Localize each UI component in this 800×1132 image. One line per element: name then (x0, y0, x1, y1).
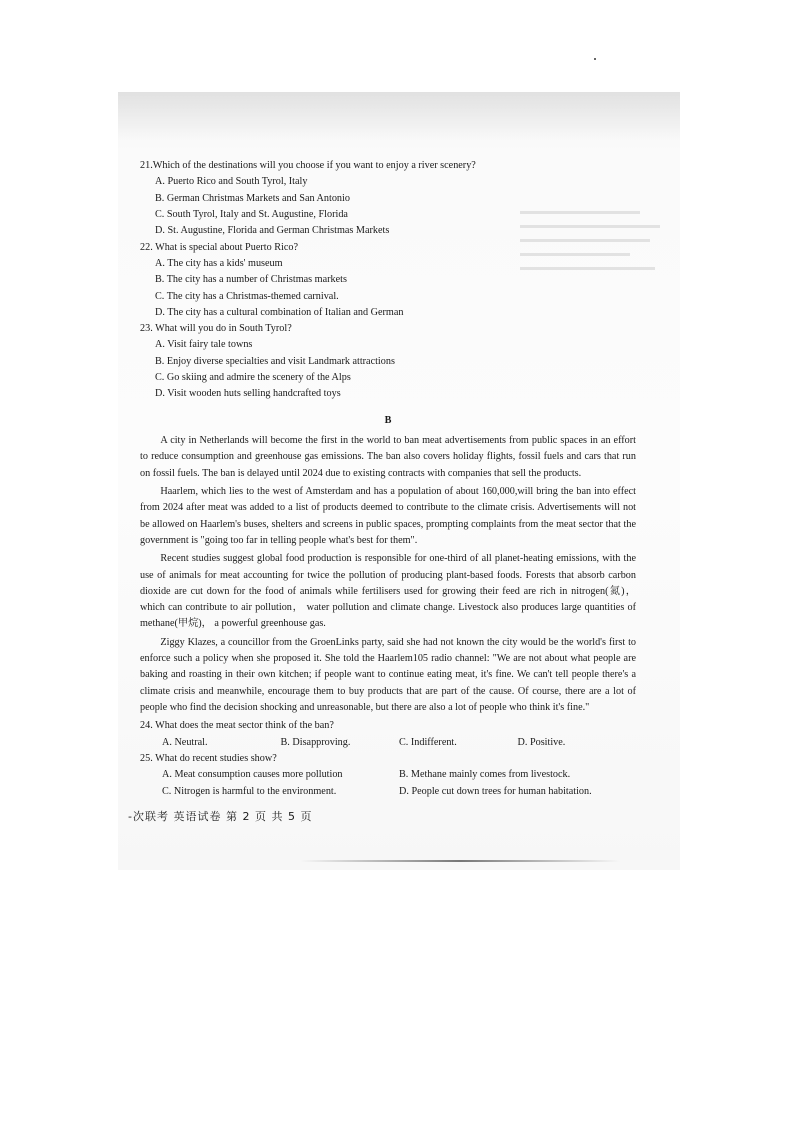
question-text: 24. What does the meat sector think of the ban? (140, 720, 334, 732)
question-21 (140, 158, 636, 240)
option-b: B. The city has a number of Christmas markets (155, 274, 347, 286)
exam-content (140, 158, 636, 800)
passage-paragraph: Haarlem, which lies to the west of Amsterdam and has a population of about 160,000,will bring the ban into effect from 2024 after meat was added to a list of products deemed to contribute to the climate crisis. Advertisements will not be allowed on Haarlem's buses, shelters and screens in public spaces, prompting complaints from the meat sector that the government is "going too far in telling people what's best for them". (140, 485, 636, 546)
section-heading: B (384, 414, 392, 426)
page-edge-line (300, 860, 620, 862)
question-text: 21.Which of the destinations will you choose if you want to enjoy a river scenery? (140, 160, 476, 171)
option-d: D. People cut down trees for human habitation. (399, 785, 592, 797)
option-d: D. Positive. (517, 736, 566, 748)
passage-paragraph: Ziggy Klazes, a councillor from the GroenLinks party, said she had not known the city would be the world's first to enforce such a policy when she proposed it. She told the Haarlem105 radio channel: "We are not about what people are baking and roasting in their own kitchen; if people want to continue eating meat, it's fine. We can't tell people there's a climate crisis and meanwhile, encourage them to buy products that are part of the cause. Of course, there are a lot of people who find the decision shocking and unreasonable, but there are also a lot of people who think it's fine." (140, 636, 636, 713)
question-text: 23. What will you do in South Tyrol? (140, 323, 292, 335)
option-b: B. Methane mainly comes from livestock. (399, 769, 571, 781)
option-a: A. Puerto Rico and South Tyrol, Italy (155, 176, 308, 188)
question-22 (140, 240, 636, 322)
option-c: C. Indifferent. (399, 736, 457, 748)
option-d: D. The city has a cultural combination of Italian and German (155, 306, 404, 318)
question-text: 22. What is special about Puerto Rico? (140, 241, 298, 253)
question-text: 25. What do recent studies show? (140, 752, 277, 764)
passage-paragraph: A city in Netherlands will become the first in the world to ban meat advertisements from public spaces in an effort to reduce consumption and greenhouse gas emissions. The ban also covers holiday flights, fossil fuels and cars that run on fossil fuels. The ban is delayed until 2024 due to existing contracts with companies that sell the products. (140, 435, 636, 479)
option-d: D. Visit wooden huts selling handcrafted toys (155, 388, 341, 400)
speck (594, 58, 596, 60)
option-c: C. The city has a Christmas-themed carnival. (155, 290, 339, 302)
option-a: A. Neutral. (162, 736, 208, 748)
option-a: A. Meat consumption causes more pollution (162, 769, 343, 781)
question-24 (140, 718, 636, 751)
option-c: C. Nitrogen is harmful to the environment. (162, 785, 337, 797)
passage-paragraph: Recent studies suggest global food production is responsible for one-third of all planet-heating emissions, with the use of animals for meat accounting for twice the pollution of producing plant-based foods. Forests that absorb carbon dioxide are cut down for the food of animals while fertilisers used for growing their feed are rich in nitrogen(氮)， which can contribute to air pollution， water pollution and climate change. Livestock also produces large quantities of methane(甲烷)， a powerful greenhouse gas. (140, 553, 636, 630)
option-a: A. Visit fairy tale towns (155, 339, 253, 351)
option-b: B. Disapproving. (280, 736, 351, 748)
option-c: C. Go skiing and admire the scenery of the Alps (155, 372, 351, 384)
question-23 (140, 321, 636, 403)
option-a: A. The city has a kids' museum (155, 257, 283, 269)
option-b: B. German Christmas Markets and San Antonio (155, 192, 350, 204)
page-footer: -次联考 英语试卷 第 2 页 共 5 页 (128, 810, 313, 823)
option-c: C. South Tyrol, Italy and St. Augustine, Florida (155, 208, 348, 220)
option-d: D. St. Augustine, Florida and German Christmas Markets (155, 225, 390, 237)
scan-shadow (118, 92, 680, 140)
option-b: B. Enjoy diverse specialties and visit Landmark attractions (155, 355, 395, 367)
question-25 (140, 751, 636, 800)
